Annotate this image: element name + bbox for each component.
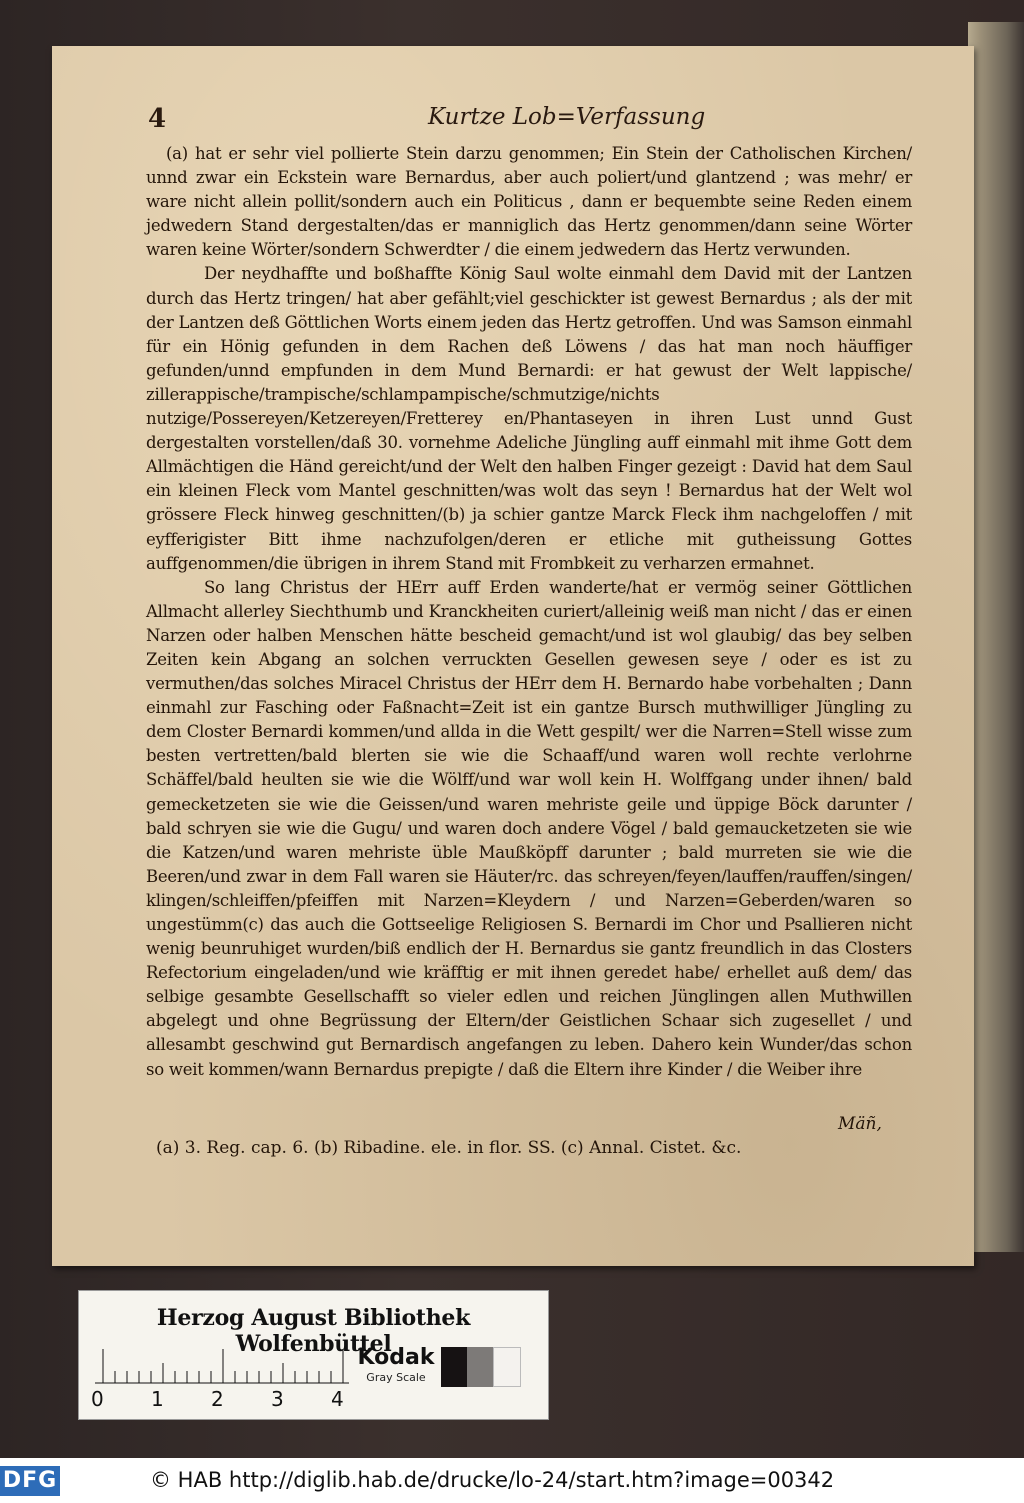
ruler-number: 0: [91, 1387, 104, 1411]
paragraph: So lang Christus der HErr auff Erden wanderte/hat er vermög seiner Göttlichen Allmacht allerley Siechthumb und Kranckheiten curiert/alleinig weiß man nicht / das er einen Narzen oder halben Menschen hätte bescheid gemacht/und ist wol glaubig/ das bey selben Zeiten kein Abgang an solchen verruckten Gesellen gewesen seye / oder es ist zu vermuthen/das solches Miracel Christus der HErr dem H. Bernardo habe vorbehalten ; Dann einmahl zur Fasching oder Faßnacht=Zeit ist ein gantze Bursch muthwilliger Jüngling zu dem Closter Bernardi kommen/und allda in die Wett gespilt/ wer die Narren=Stell wisse zum besten vertretten/bald blerten sie wie die Schaaff/und waren woll rechte verlohrne Schäffel/bald heulten sie wie die Wölff/und war woll kein H. Wolffgang under ihnen/ bald gemecketzeten sie wie die Geissen/und waren mehriste geile und üppige Böck darunter / bald schryen sie wie die Gugu/ und waren doch andere Vögel / bald gemaucketzeten sie wie die Katzen/und waren mehriste üble Maußköpff darunter ; bald murreten sie wie die Beeren/und zwar in dem Fall waren sie Häuter/rc. das schreyen/feyen/lauffen/rauffen/singen/ klingen/schleiffen/pfeiffen mit Narzen=Kleydern / und Narzen=Geberden/waren so ungestümm(c) das auch die Gottseelige Religiosen S. Bernardi im Chor und Psallieren nicht wenig beunruhiget wurden/biß endlich der H. Bernardus sie gantz freundlich in das Closters Refectorium eingeladen/und wie kräfftig er mit ihnen geredet habe/ erhellet auß dem/ das selbige gesambte Gesellschafft so vieler edlen und reichen Jünglingen allen Muthwillen abgelegt und ohne Begrüssung der Eltern/der Geistlichen Schaar sich zugesellet / und allesambt geschwind gut Bernardisch angefangen zu leben. Dahero kein Wunder/das schon so weit kommen/wann Bernardus prepigte / daß die Eltern ihre Kinder / die Weiber ihre: [146, 577, 912, 1079]
facing-page-edge: [968, 22, 1024, 1252]
ruler-scale: [93, 1345, 351, 1385]
gray-swatch-white: [493, 1347, 521, 1387]
ruler-number: 3: [271, 1387, 284, 1411]
kodak-subtitle: Gray Scale: [366, 1371, 426, 1384]
page-number: 4: [148, 104, 167, 134]
paragraph: Der neydhaffte und boßhaffte König Saul wolte einmahl dem David mit der Lantzen durch das Hertz tringen/ hat aber gefählt;viel geschickter ist gewest Bernardus ; als der mit der Lantzen deß Göttlichen Worts einem jeden das Hertz getroffen. Und was Samson einmahl für ein Hönig gefunden in dem Rachen deß Löwens / das hat man noch häuffiger gefunden/unnd empfunden in dem Mund Bernardi: er hat gewust der Welt lappische/ zillerappische/trampische/schlampampische/schmutzige/nichts nutzige/Possereyen/Ketzereyen/Fretterey en/Phantaseyen in ihren Lust unnd Gust dergestalten vorstellen/daß 30. vornehme Adeliche Jüngling auff einmahl mit ihme Gott dem Allmächtigen die Händ gereicht/und der Welt den halben Finger gezeigt : David hat dem Saul ein kleinen Fleck vom Mantel geschnitten/was wolt das seyn ! Bernardus hat der Welt wol grössere Fleck hinweg geschnitten/(b) ja schier gantze Marck Fleck ihm nachgeloffen / mit eyfferigister Bitt ihme nachzufolgen/deren er etliche mit gutheissung Gottes auffgenommen/die übrigen in ihrem Stand mit Frombkeit zu verharzen ermahnet.: [146, 264, 912, 573]
ruler-number: 1: [151, 1387, 164, 1411]
gray-swatch-black: [441, 1347, 467, 1387]
copyright-link[interactable]: © HAB http://diglib.hab.de/drucke/lo-24/start.htm?image=00342: [150, 1468, 835, 1492]
kodak-logo: [351, 1345, 441, 1385]
footer-bar: [0, 1458, 1024, 1503]
kodak-brand: Kodak: [357, 1345, 435, 1370]
library-name: Herzog August Bibliothek Wolfenbüttel: [156, 1305, 471, 1357]
ruler-number: 4: [331, 1387, 344, 1411]
library-color-card: [78, 1290, 549, 1420]
running-head: Kurtze Lob=Verfassung: [428, 104, 706, 130]
dfg-logo: DFG: [0, 1466, 60, 1496]
paragraph: (a) hat er sehr viel pollierte Stein darzu genommen; Ein Stein der Catholischen Kirchen/ unnd zwar ein Eckstein ware Bernardus, aber auch poliert/und glantzend ; was mehr/ er ware nicht allein pollit/sondern auch ein Politicus , dann er bequembte seine Reden einem jedwedern Stand dergestalten/das er manniglich das Hertz genommen/dann seine Wörter waren keine Wörter/sondern Schwerdter / die einem jedwedern das Hertz verwunden.: [146, 144, 912, 260]
gray-swatch-mid: [467, 1347, 493, 1387]
ruler-labels: [89, 1387, 369, 1411]
page-header: [148, 104, 938, 134]
body-text: [146, 142, 912, 1082]
catchword: Mäñ,: [838, 1114, 882, 1134]
ruler-number: 2: [211, 1387, 224, 1411]
footnotes: (a) 3. Reg. cap. 6. (b) Ribadine. ele. in flor. SS. (c) Annal. Cistet. &c.: [156, 1138, 742, 1158]
